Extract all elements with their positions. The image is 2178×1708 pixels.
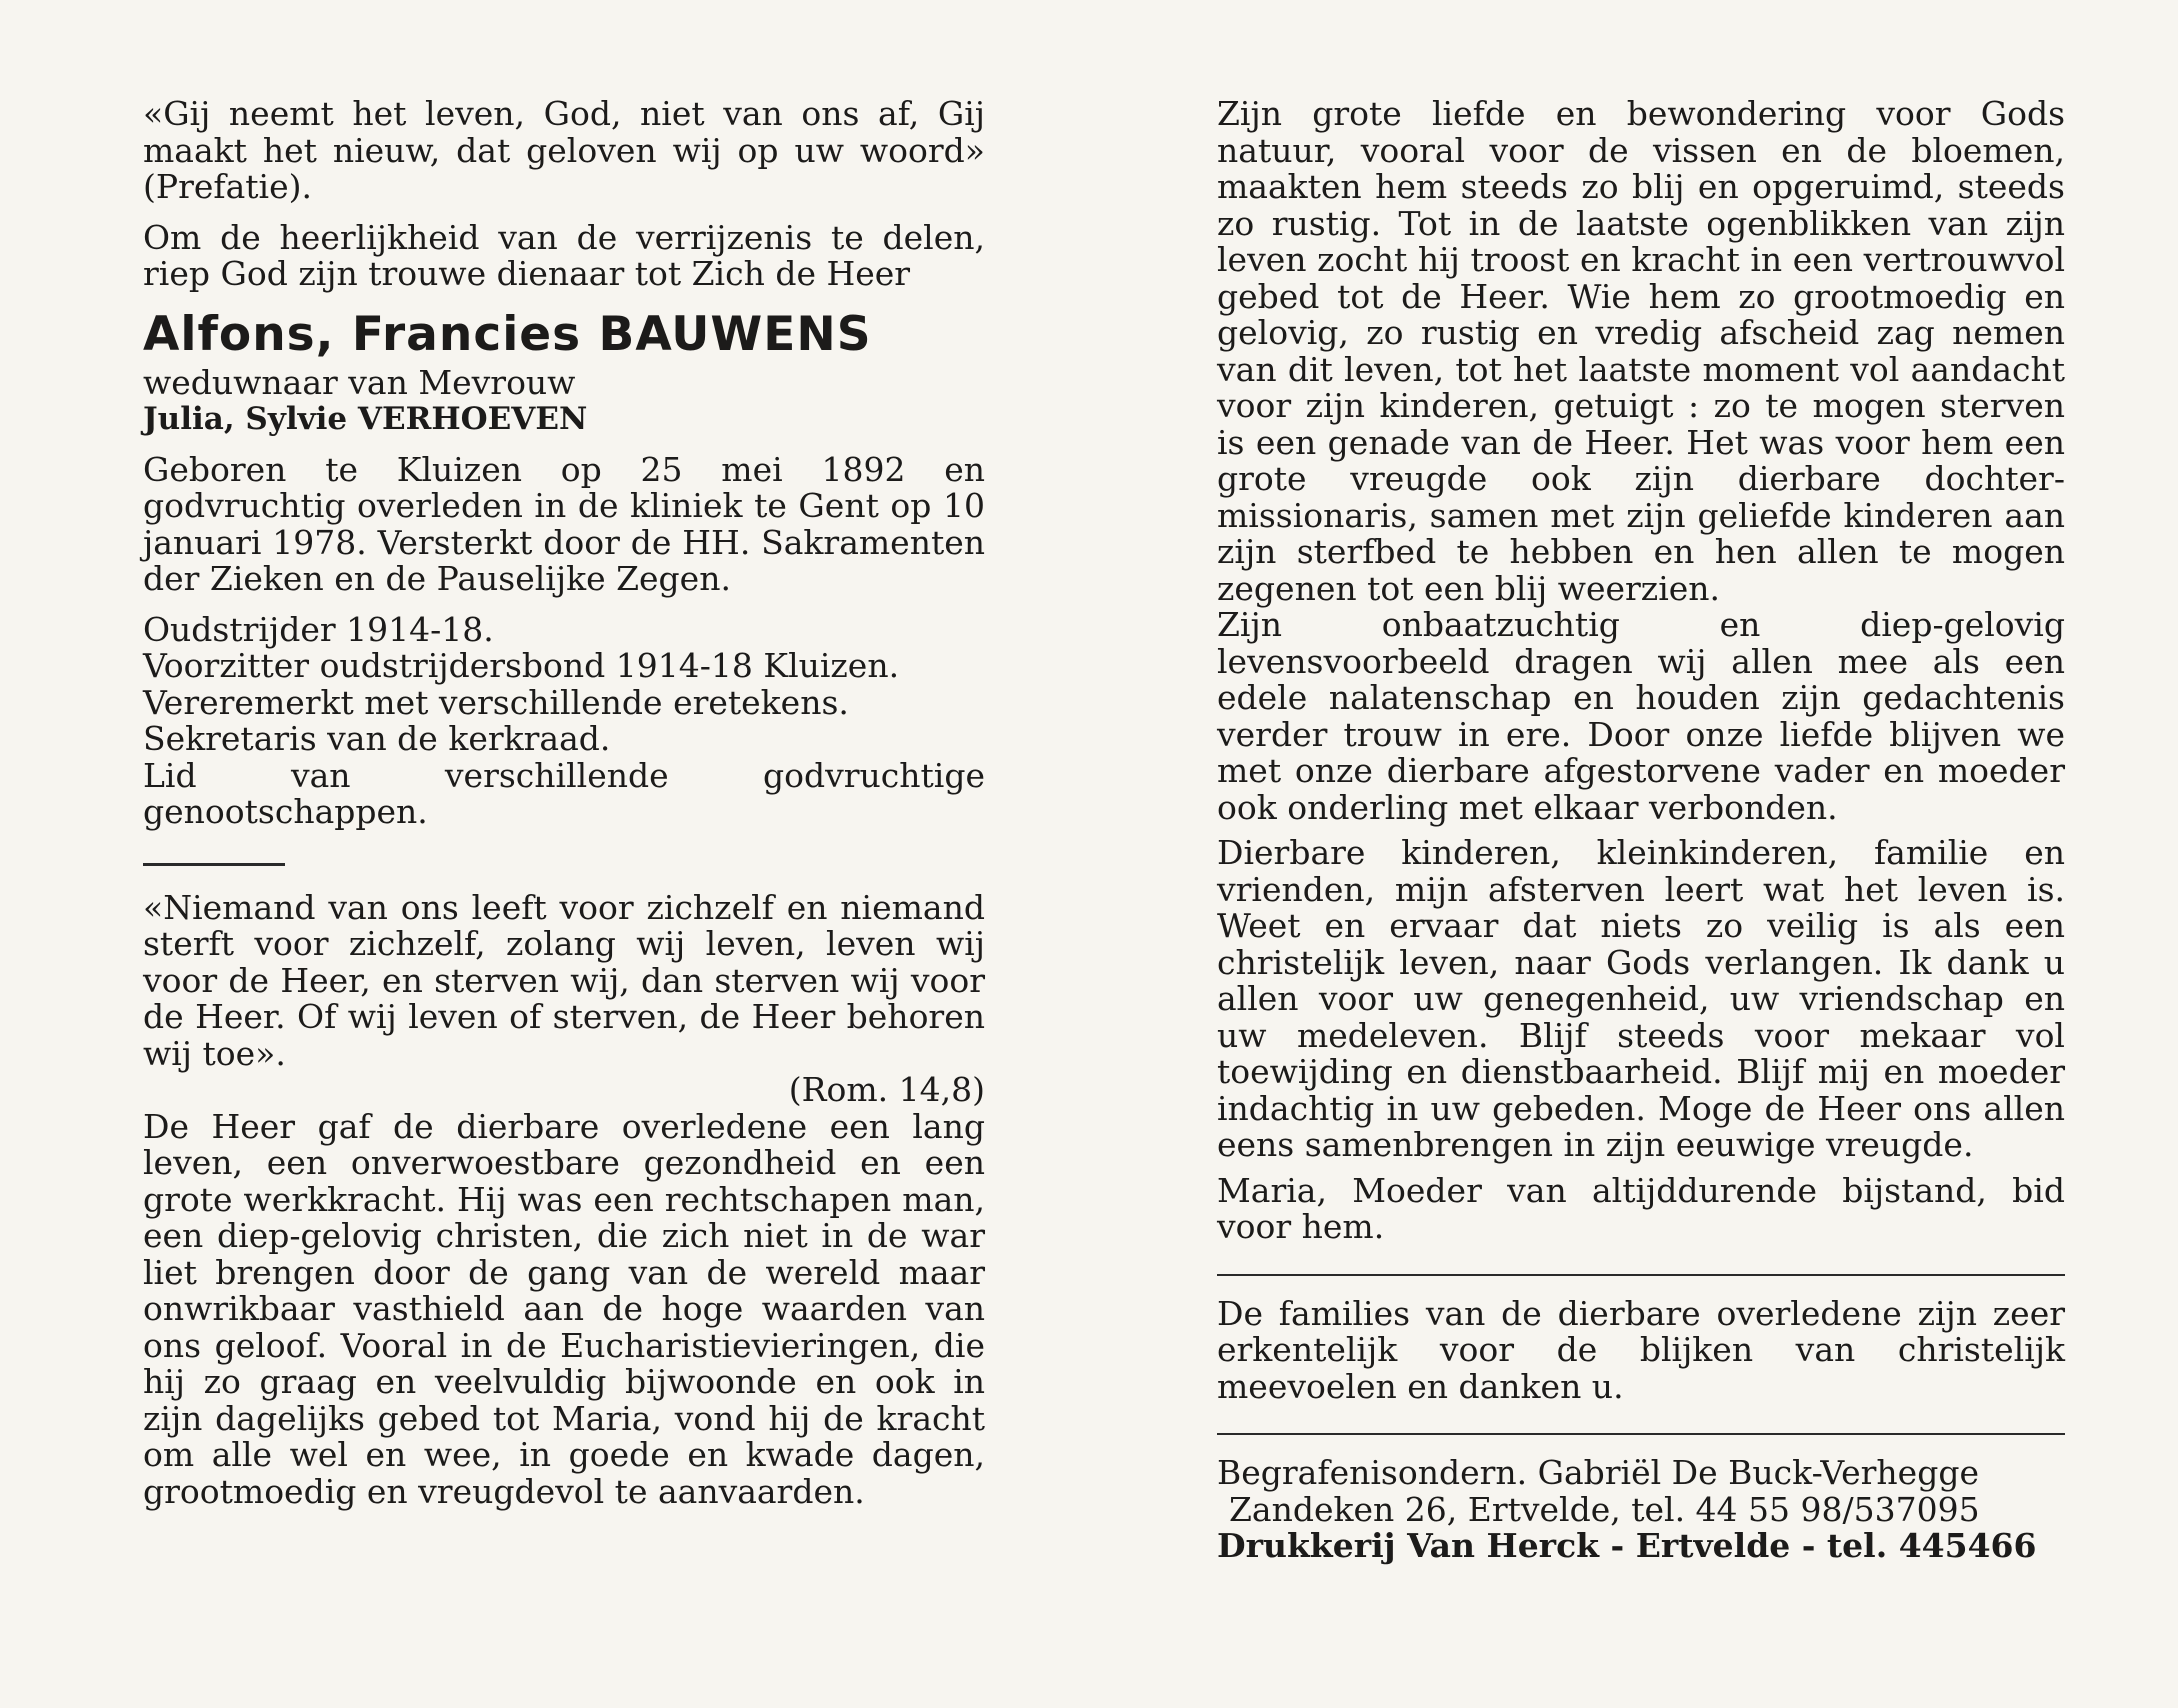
scripture-quote: «Niemand van ons leeft voor zichzelf en niemand sterft voor zichzelf, zolang wij leven, leven wij voor de Heer, en sterven wij, dan sterven wij voor de Heer. Of wij leven of sterven, de Heer behoren wij toe». xyxy=(143,887,985,1073)
memorial-paragraph: Zijn grote liefde en bewondering voor Gods natuur, vooral voor de vissen en de bloemen, maakten hem steeds zo blij en opgeruimd, steeds zo rustig. Tot in de laatste ogenblikken van zijn leven zocht hij troost en kracht in een vertrouwvol gebed tot de Heer. Wie hem zo grootmoedig en gelovig, zo rustig en vredig afscheid zag nemen van dit leven, tot het laatste moment vol aandacht voor zijn kinderen, getuigt : zo te mogen sterven is een genade van de Heer. Het was voor hem een grote vreugde ook zijn dierbare dochter-missionaris, samen met zijn geliefde kinderen aan zijn sterfbed te hebben en hen allen te mogen zegenen tot een blij weerzien. xyxy=(1217,94,2065,608)
undertaker-address: Zandeken 26, Ertvelde, tel. 44 55 98/537095 xyxy=(1229,1489,1980,1529)
role-line: Voorzitter oudstrijdersbond 1914-18 Kluizen. xyxy=(143,646,900,685)
divider xyxy=(143,863,285,866)
thanks-text: De families van de dierbare overledene zijn zeer erkentelijk voor de blijken van christelijk meevoelen en danken u. xyxy=(1217,1293,2065,1406)
role-line: Lid van verschillende godvruchtige genootschappen. xyxy=(143,755,985,831)
opening-quote: «Gij neemt het leven, God, niet van ons af, Gij maakt het nieuw, dat geloven wij op uw woord» (Prefatie). xyxy=(143,94,985,206)
printer-line: Drukkerij Van Herck - Ertvelde - tel. 445466 xyxy=(1217,1526,2037,1565)
intro-text: Om de heerlijkheid van de verrijzenis te delen, riep God zijn trouwe dienaar tot Zich de Heer xyxy=(143,217,985,293)
scripture-reference: (Rom. 14,8) xyxy=(788,1070,985,1109)
undertaker-line: Begrafenisondern. Gabriël De Buck-Verhegge xyxy=(1217,1453,1979,1492)
widower-line: weduwnaar van Mevrouw xyxy=(143,362,576,402)
left-column xyxy=(143,96,985,1510)
right-column xyxy=(1217,96,2065,1565)
farewell-paragraph: Dierbare kinderen, kleinkinderen, familie en vrienden, mijn afsterven leert wat het leven is. Weet en ervaar dat niets zo veilig is als een christelijk leven, naar Gods verlangen. Ik dank u allen voor uw genegenheid, uw vriendschap en uw medeleven. Blijf steeds voor mekaar vol toewijding en dienstbaarheid. Blijf mij en moeder indachtig in uw gebeden. Moge de Heer ons allen eens samenbrengen in zijn eeuwige vreugde. xyxy=(1217,833,2065,1164)
birth-death-text: Geboren te Kluizen op 25 mei 1892 en godvruchtig overleden in de kliniek te Gent op 10 januari 1978. Versterkt door de HH. Sakramenten der Zieken en de Pauselijke Zegen. xyxy=(143,449,985,598)
divider xyxy=(1217,1274,2065,1276)
role-line: Sekretaris van de kerkraad. xyxy=(143,719,611,758)
divider xyxy=(1217,1433,2065,1435)
deceased-name: Alfons, Francies BAUWENS xyxy=(143,306,872,362)
tribute-text: De Heer gaf de dierbare overledene een lang leven, een onverwoestbare gezondheid en een grote werkkracht. Hij was een rechtschapen man, een diep-gelovig christen, die zich niet in de war liet brengen door de gang van de wereld maar onwrikbaar vasthield aan de hoge waarden van ons geloof. Vooral in de Eucharistievieringen, die hij zo graag en veelvuldig bijwoonde en ook in zijn dagelijks gebed tot Maria, vond hij de kracht om alle wel en wee, in goede en kwade dagen, grootmoedig en vreugdevol te aanvaarden. xyxy=(143,1106,985,1511)
memorial-paragraph: Zijn onbaatzuchtig en diep-gelovig levensvoorbeeld dragen wij allen mee als een edele nalatenschap en houden zijn gedachtenis verder trouw in ere. Door onze liefde blijven we met onze dierbare afgestorvene vader en moeder ook onderling met elkaar verbonden. xyxy=(1217,605,2065,827)
role-line: Vereremerkt met verschillende eretekens. xyxy=(143,682,849,722)
prayer-line: Maria, Moeder van altijddurende bijstand, bid voor hem. xyxy=(1217,1170,2065,1246)
spouse-name: Julia, Sylvie VERHOEVEN xyxy=(143,401,588,437)
role-line: Oudstrijder 1914-18. xyxy=(143,609,494,649)
